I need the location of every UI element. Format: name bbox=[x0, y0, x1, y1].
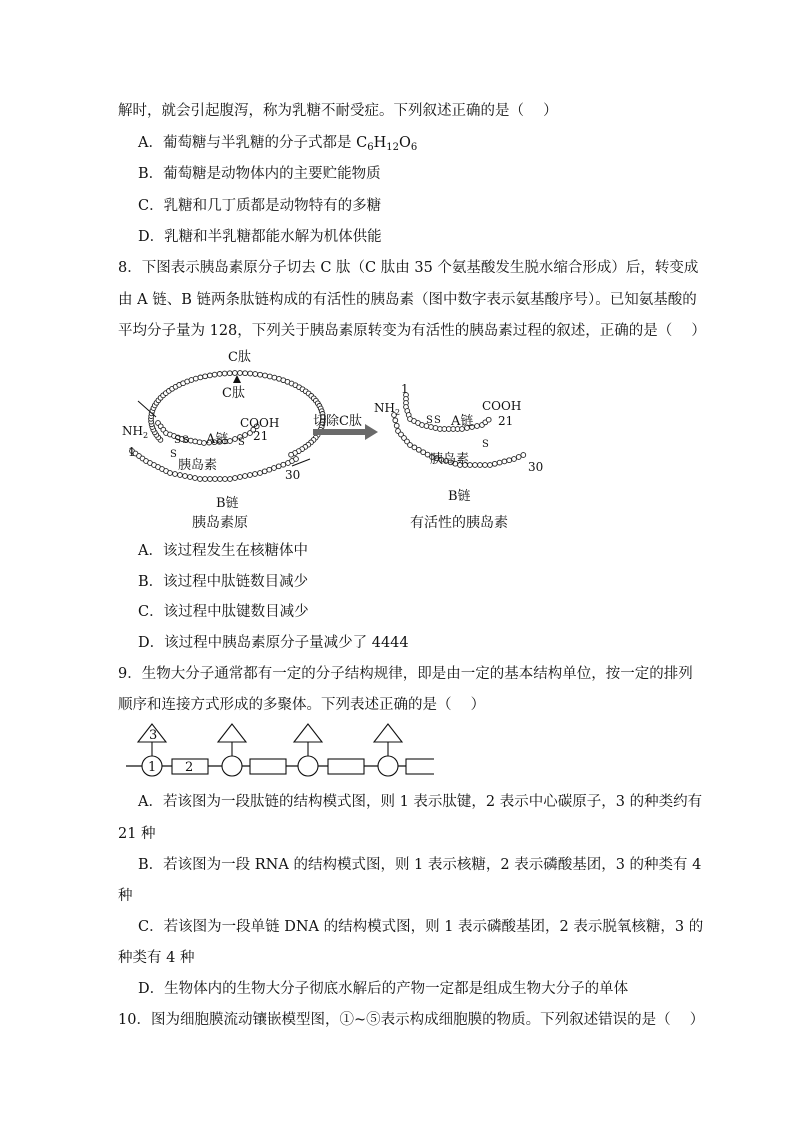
a-chain-beads-right bbox=[404, 393, 492, 432]
amino-acid-bead bbox=[198, 375, 203, 380]
amino-acid-bead bbox=[193, 476, 198, 481]
amino-acid-bead bbox=[512, 457, 517, 462]
q9-stem-line2: 顺序和连接方式形成的多聚体。下列表述正确的是（ ） bbox=[118, 697, 486, 713]
amino-acid-bead bbox=[193, 376, 198, 381]
svg-text:S: S bbox=[426, 415, 433, 426]
amino-acid-bead bbox=[263, 373, 268, 378]
caption-active-insulin: 有活性的胰岛素 bbox=[410, 515, 508, 531]
amino-acid-bead bbox=[521, 453, 526, 458]
q9-option-a-line2: 21 种 bbox=[118, 826, 156, 842]
amino-acid-bead bbox=[473, 463, 478, 468]
q8-option-b: B．该过程中肽链数目减少 bbox=[138, 574, 309, 590]
amino-acid-bead bbox=[188, 475, 193, 480]
q9-option-c-line1: C．若该图为一段单链 DNA 的结构模式图，则 1 表示磷酸基团，2 表示脱氧核糖，3 的 bbox=[138, 919, 704, 935]
svg-text:S: S bbox=[482, 439, 489, 450]
arrow-label: 切除C肽 bbox=[313, 414, 362, 429]
unit-rect bbox=[250, 759, 286, 774]
amino-acid-bead bbox=[213, 477, 218, 482]
amino-acid-bead bbox=[217, 372, 222, 377]
amino-acid-bead bbox=[478, 463, 483, 468]
amino-acid-bead bbox=[178, 473, 183, 478]
amino-acid-bead bbox=[483, 463, 488, 468]
q8-stem-line2: 由 A 链、B 链两条肽链构成的有活性的胰岛素（图中数字表示氨基酸序号）。已知氨基酸的 bbox=[118, 292, 697, 308]
amino-acid-bead bbox=[258, 471, 263, 476]
q9-option-c-line2: 种类有 4 种 bbox=[118, 950, 195, 966]
unit-circle bbox=[222, 756, 242, 776]
unit-circle bbox=[378, 756, 398, 776]
polymer-label-2: 2 bbox=[185, 760, 194, 775]
q8-option-c: C．该过程中肽键数目减少 bbox=[138, 604, 309, 620]
nh2-label-left: $NH_2$ bbox=[122, 424, 149, 440]
amino-acid-bead bbox=[233, 371, 238, 376]
n30-right: 30 bbox=[528, 460, 544, 474]
polymer-label-3: 3 bbox=[149, 728, 158, 743]
amino-acid-bead bbox=[212, 372, 217, 377]
polymer-label-1: 1 bbox=[148, 760, 157, 775]
amino-acid-bead bbox=[281, 462, 286, 467]
a-chain-label-right: A链 bbox=[451, 414, 474, 429]
unit-circle bbox=[298, 756, 318, 776]
n21-right: 21 bbox=[498, 414, 514, 428]
amino-acid-bead bbox=[208, 373, 213, 378]
nh2-label-right: $NH_2$ bbox=[374, 401, 401, 417]
cooh-label-left: COOH bbox=[240, 416, 280, 430]
q9-option-d: D．生物体内的生物大分子彻底水解后的产物一定都是组成生物大分子的单体 bbox=[138, 981, 629, 997]
insulin-label-left: 胰岛素 bbox=[178, 458, 218, 473]
amino-acid-bead bbox=[267, 374, 272, 379]
n1-right: 1 bbox=[401, 382, 409, 396]
amino-acid-bead bbox=[272, 375, 277, 380]
amino-acid-bead bbox=[233, 476, 238, 481]
c-peptide-top-label: C肽 bbox=[228, 350, 251, 365]
amino-acid-bead bbox=[243, 371, 248, 376]
q10-stem: 10．图为细胞膜流动镶嵌模型图，①~⑤表示构成细胞膜的物质。下列叙述错误的是（ ） bbox=[118, 1012, 705, 1028]
amino-acid-bead bbox=[203, 374, 208, 379]
q9-option-b-line1: B．若该图为一段 RNA 的结构模式图，则 1 表示核糖，2 表示磷酸基团，3 的种类有 4 bbox=[138, 857, 702, 873]
amino-acid-bead bbox=[233, 437, 238, 442]
q7-option-d: D．乳糖和半乳糖都能水解为机体供能 bbox=[138, 229, 382, 245]
amino-acid-bead bbox=[203, 477, 208, 482]
insulin-diagram bbox=[110, 345, 570, 535]
amino-acid-bead bbox=[475, 424, 480, 429]
amino-acid-bead bbox=[497, 460, 502, 465]
base-triangle bbox=[294, 724, 322, 742]
amino-acid-bead bbox=[433, 426, 438, 431]
polymer-diagram bbox=[124, 722, 434, 782]
unit-rect bbox=[328, 759, 364, 774]
amino-acid-bead bbox=[502, 459, 507, 464]
amino-acid-bead bbox=[227, 371, 232, 376]
base-triangle bbox=[374, 724, 402, 742]
n1-left: 1 bbox=[128, 445, 136, 459]
amino-acid-bead bbox=[238, 371, 243, 376]
q9-option-b-line2: 种 bbox=[118, 888, 133, 904]
svg-text:S: S bbox=[182, 435, 189, 446]
svg-text:S: S bbox=[170, 449, 177, 460]
b-chain-label-left: B链 bbox=[216, 496, 239, 511]
amino-acid-bead bbox=[238, 475, 243, 480]
q8-option-a: A．该过程发生在核糖体中 bbox=[138, 543, 308, 559]
amino-acid-bead bbox=[173, 472, 178, 477]
insulin-label-right: 胰岛素 bbox=[430, 452, 470, 467]
caption-proinsulin: 胰岛素原 bbox=[192, 515, 248, 531]
svg-text:S: S bbox=[238, 437, 245, 448]
amino-acid-bead bbox=[198, 477, 203, 482]
amino-acid-bead bbox=[228, 477, 233, 482]
amino-acid-bead bbox=[393, 418, 398, 423]
base-triangle bbox=[218, 724, 246, 742]
amino-acid-bead bbox=[183, 474, 188, 479]
b-chain-label-right: B链 bbox=[448, 489, 471, 504]
a-chain-label-left: A链 bbox=[206, 432, 229, 447]
amino-acid-bead bbox=[258, 372, 263, 377]
amino-acid-bead bbox=[243, 474, 248, 479]
unit-rect bbox=[406, 759, 434, 774]
amino-acid-bead bbox=[222, 371, 227, 376]
amino-acid-bead bbox=[223, 477, 228, 482]
amino-acid-bead bbox=[294, 457, 299, 462]
amino-acid-bead bbox=[276, 464, 281, 469]
q7-option-a: A．葡萄糖与半乳糖的分子式都是 $C_6H_{12}O_6$ bbox=[138, 135, 418, 153]
q8-stem-line1: 8．下图表示胰岛素原分子切去 C 肽（C 肽由 35 个氨基酸发生脱水缩合形成）后，转变成 bbox=[118, 260, 699, 276]
amino-acid-bead bbox=[394, 423, 399, 428]
amino-acid-bead bbox=[208, 477, 213, 482]
amino-acid-bead bbox=[168, 471, 173, 476]
amino-acid-bead bbox=[289, 452, 294, 457]
amino-acid-bead bbox=[253, 472, 258, 477]
c-peptide-inner-label: C肽 bbox=[222, 386, 245, 401]
q7-stem-end: 解时，就会引起腹泻，称为乳糖不耐受症。下列叙述正确的是（ ） bbox=[118, 103, 558, 119]
amino-acid-bead bbox=[507, 458, 512, 463]
n21-left: 21 bbox=[253, 429, 269, 443]
amino-acid-bead bbox=[486, 417, 491, 422]
q9-stem-line1: 9．生物大分子通常都有一定的分子结构规律，即是由一定的基本结构单位，按一定的排列 bbox=[118, 666, 693, 682]
amino-acid-bead bbox=[218, 477, 223, 482]
q9-option-a-line1: A．若该图为一段肽链的结构模式图，则 1 表示肽键，2 表示中心碳原子，3 的种类约有 bbox=[138, 794, 703, 810]
amino-acid-bead bbox=[253, 372, 258, 377]
svg-text:S: S bbox=[174, 435, 181, 446]
q7-option-c: C．乳糖和几丁质都是动物特有的多糖 bbox=[138, 198, 382, 214]
amino-acid-bead bbox=[420, 423, 425, 428]
cooh-label-right: COOH bbox=[482, 399, 522, 413]
amino-acid-bead bbox=[248, 371, 253, 376]
amino-acid-bead bbox=[267, 467, 272, 472]
q7-option-b: B．葡萄糖是动物体内的主要贮能物质 bbox=[138, 166, 381, 182]
q8-option-d: D．该过程中胰岛素原分子量减少了 4444 bbox=[138, 635, 409, 651]
amino-acid-bead bbox=[262, 469, 267, 474]
n30-left: 30 bbox=[285, 468, 301, 482]
q8-stem-line3: 平均分子量为 128，下列关于胰岛素原转变为有活性的胰岛素过程的叙述，正确的是（ ） bbox=[118, 323, 706, 339]
amino-acid-bead bbox=[272, 466, 277, 471]
amino-acid-bead bbox=[248, 473, 253, 478]
svg-text:S: S bbox=[434, 415, 441, 426]
amino-acid-bead bbox=[488, 463, 493, 468]
amino-acid-bead bbox=[492, 461, 497, 466]
amino-acid-bead bbox=[516, 455, 521, 460]
